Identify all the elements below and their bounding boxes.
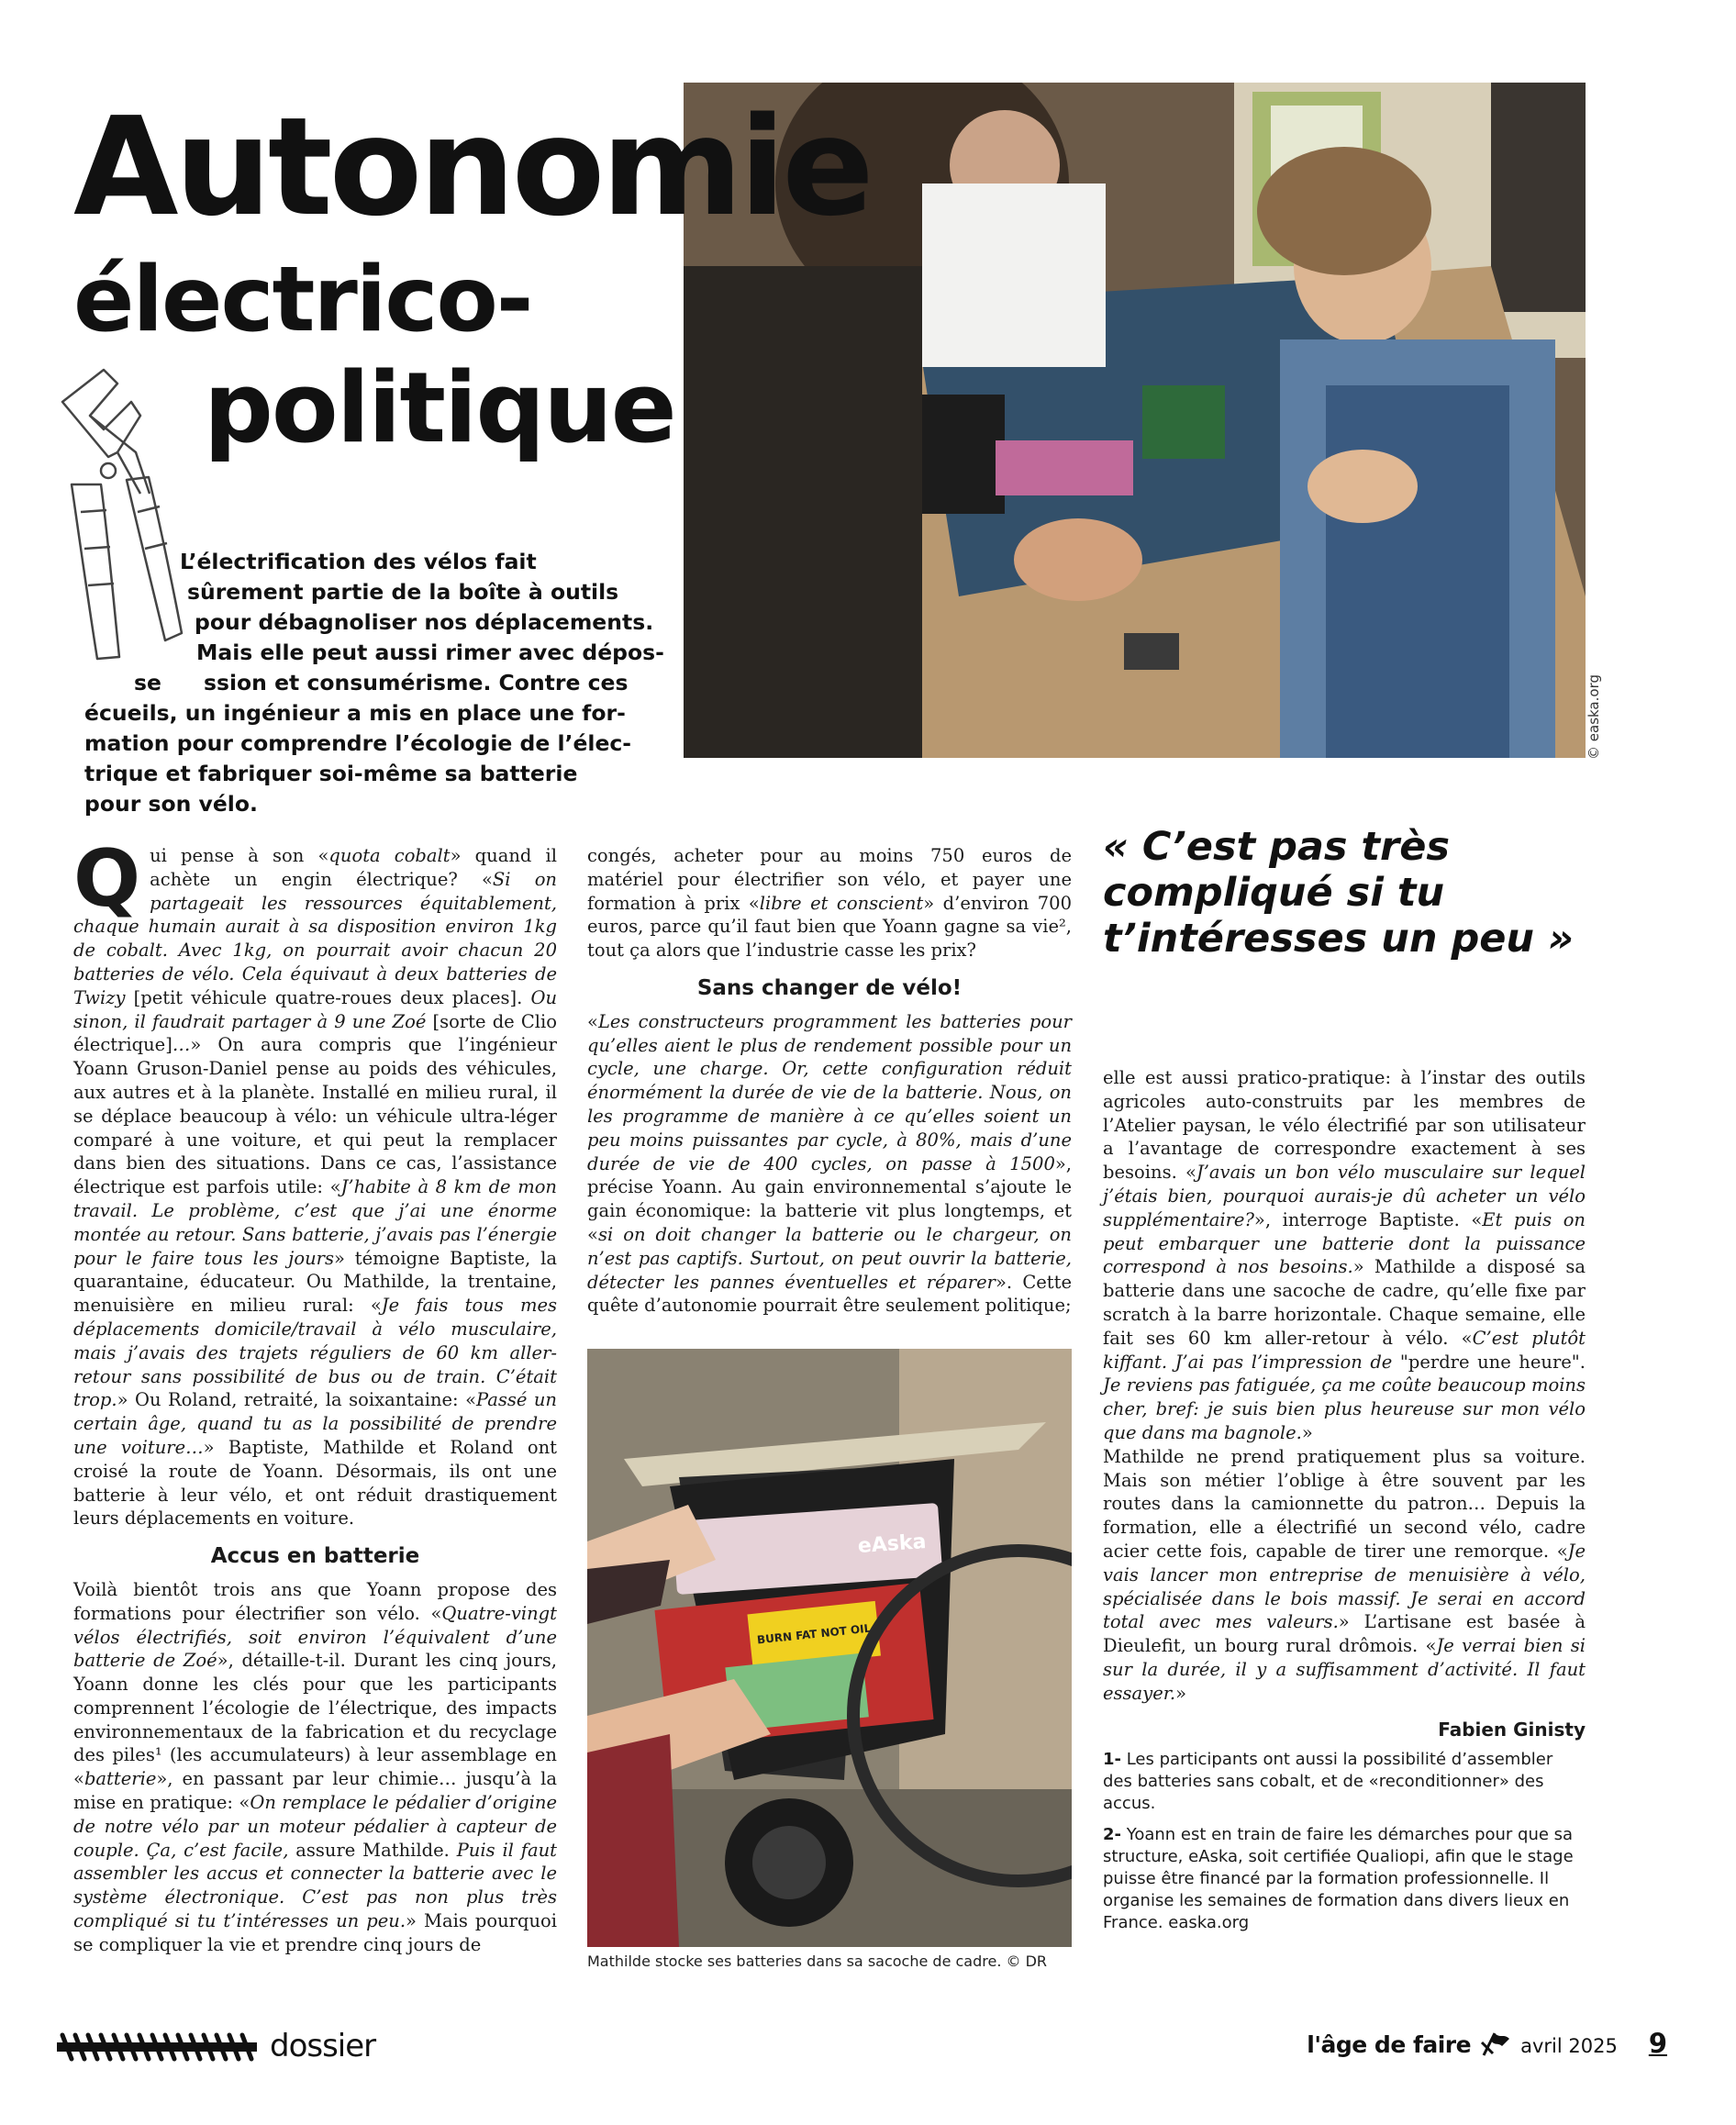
title-line-3: politique xyxy=(204,351,675,464)
quote-text: Ou sinon, il faudrait partager à 9 une Zoé xyxy=(73,986,557,1032)
body-text: elle est aussi pratico-pratique: à l’instar des outils agricoles auto-construits par les membres de l’Atelier paysan, le vélo électrifié par son utilisateur a l’avantage de correspondre exactement à ses besoins. « xyxy=(1103,1067,1586,1184)
quote-text: si on doit changer la batterie ou le chargeur, on n’est pas captifs. Surtout, on peut ouvrir la batterie, détecter les pannes éventuelles et réparer xyxy=(587,1223,1072,1293)
paragraph-text xyxy=(1103,1446,1586,1704)
chapo-line: L’électrification des vélos fait xyxy=(180,549,537,574)
footer-section-label: dossier xyxy=(270,2028,376,2064)
body-text: [petit véhicule quatre-roues deux places]. xyxy=(125,986,531,1008)
article-column-2 xyxy=(587,844,1072,1318)
chapo-line: pour débagnoliser nos déplacements. xyxy=(195,609,654,635)
chapo-line: trique et fabriquer soi-même sa batterie xyxy=(84,761,578,786)
quote-text: Les constructeurs programment les batteries pour qu’elles aient le plus de rendement possible pour un cycle, une charge. Or, cette configuration réduit énormément la durée de vie de la batterie. Nous, on les programme de manière à ce qu’elles soient un peu moins puissantes par cycle, à 80%, mais d’une durée de vie de 400 cycles, on passe à 1500 xyxy=(587,1010,1072,1174)
quote-text: quota cobalt xyxy=(328,845,451,866)
paragraph xyxy=(73,1578,557,1957)
quote-text: Je vais lancer mon entreprise de menuisière à vélo, spécialisée dans le bois massif. Je serai en accord total avec mes valeurs. xyxy=(1103,1540,1586,1633)
body-text: "perdre une heure". xyxy=(1392,1351,1586,1373)
footer-publication xyxy=(1307,2028,1667,2059)
paragraph xyxy=(587,1010,1072,1318)
paragraph xyxy=(73,833,558,1530)
rope-ornament-icon xyxy=(57,2028,257,2064)
body-text: » On aura compris que l’ingénieur Yoann Gruson-Daniel pense au poids des véhicules, aux autres et à la planète. Installé en milieu rural, il se déplace beaucoup à vélo: un véhicule ultra-léger comparé à une voiture, et qui peut la remplacer dans bien des situations. Dans ce cas, l’assistance électrique est parfois utile: « xyxy=(73,1034,557,1198)
quote-text: Et puis on peut embarquer une batterie dont la puissance correspond à nos besoins. xyxy=(1103,1208,1586,1278)
quote-text: On remplace le pédalier d’origine de notre vélo par un moteur pédalier à capteur de couple. Ça, c’est facile, xyxy=(73,1792,557,1861)
photo-caption: Mathilde stocke ses batteries dans sa sacoche de cadre. © DR xyxy=(587,1953,1048,1970)
body-text: » Mais pourquoi se compliquer la vie et prendre cinq jours de xyxy=(73,1910,557,1955)
quote-text: C’est plutôt kiffant. J’ai pas l’impression de xyxy=(1103,1327,1586,1373)
issue-date: avril 2025 xyxy=(1520,2035,1618,2057)
body-text: assure Mathilde. xyxy=(288,1839,457,1861)
quote-text: batterie xyxy=(83,1768,157,1790)
paragraph xyxy=(587,844,1072,962)
photo-credit: © easka.org xyxy=(1586,674,1602,760)
paragraph xyxy=(1103,1445,1586,1706)
footnote: 1- Les participants ont aussi la possibilité d’assembler des batteries sans cobalt, et de «reconditionner» des accus. xyxy=(1103,1750,1553,1813)
quote-text: Quatre-vingt vélos électrifiés, soit environ l’équivalent d’une batterie de Zoé xyxy=(73,1602,557,1672)
quote-text: Si on partageait les ressources équitablement, chaque humain aurait à sa disposition environ 1kg de cobalt. Avec 1kg, on pourrait avoir chacun 20 batteries de vélo. Cela équivaut à deux batteries de Twizy xyxy=(73,868,557,1008)
footer-section xyxy=(57,2026,375,2066)
body-text: Mathilde ne prend pratiquement plus sa voiture. Mais son métier l’oblige à être souvent par les routes dans la camionnette du patron… Depuis la formation, elle a électrifié un second vélo, cadre acier cette fois, capable de tirer une remorque. « xyxy=(1103,1445,1586,1562)
quote-text: J’avais un bon vélo musculaire sur lequel j’étais bien, pourquoi aurais-je dû acheter un vélo supplémentaire? xyxy=(1103,1162,1586,1230)
publication-name: l'âge de faire xyxy=(1307,2031,1472,2058)
body-text: », détaille-t-il. Durant les cinq jours, Yoann donne les clés pour que les participants comprennent l’écologie de l’électrique, des impacts environnementaux de la fabrication et du recyclage des piles¹ (les accumulateurs) à leur assemblage en « xyxy=(73,1650,557,1790)
quote-text: J’habite à 8 km de mon travail. Le problème, c’est que j’ai une énorme montée au retour. Sans batterie, j’avais pas l’énergie pour le faire tous les jours xyxy=(73,1176,557,1269)
body-text: » L’artisane est basée à Dieulefit, un bourg rural drômois. « xyxy=(1103,1611,1586,1657)
chapo-line: Mais elle peut aussi rimer avec dépos- xyxy=(196,640,664,665)
quote-text: Je verrai bien si sur la durée, il y a suffisamment d’activité. Il faut essayer. xyxy=(1103,1635,1586,1704)
quote-text: Puis il faut assembler les accus et connecter la batterie avec le système électronique. C’est pas non plus très compliqué si tu t’intéresses un peu. xyxy=(73,1839,557,1932)
body-text: » Mathilde a disposé sa batterie dans une sacoche de cadre, qu’elle fixe par scratch à la barre horizontale. Chaque semaine, elle fait ses 60 km aller-retour à vélo. « xyxy=(1103,1256,1586,1349)
pliers-illustration xyxy=(53,365,191,668)
drop-cap: Q xyxy=(73,833,141,925)
subheading-accus: Accus en batterie xyxy=(210,1544,420,1569)
body-text: congés, acheter pour au moins 750 euros de matériel pour électrifier son vélo, et payer une formation à prix « xyxy=(587,845,1072,914)
quote-text: … xyxy=(172,1034,191,1056)
body-text: Voilà bientôt trois ans que Yoann propose des formations pour électrifier son vélo. « xyxy=(73,1578,557,1624)
battery-pouch-photo xyxy=(587,1349,1072,1947)
author-signature: Fabien Ginisty xyxy=(1438,1718,1586,1741)
quote-text: Je reviens pas fatiguée, ça me coûte beaucoup moins cher, bref: je suis bien plus heureuse sur mon vélo que dans ma bagnole. xyxy=(1103,1374,1586,1443)
chapo-line: pour son vélo. xyxy=(84,791,258,817)
body-text: » xyxy=(1301,1421,1313,1443)
body-text: », précise Yoann. Au gain environnemental s’ajoute le gain économique: la batterie vit plus longtemps, et « xyxy=(587,1152,1072,1245)
chapo-line: mation pour comprendre l’écologie de l’élec- xyxy=(84,730,632,756)
footnotes xyxy=(1103,1749,1580,1943)
chapo-line: sûrement partie de la boîte à outils xyxy=(187,579,619,605)
article-column-1 xyxy=(73,833,558,1957)
body-text: « xyxy=(587,1010,598,1032)
chapo-line: se xyxy=(134,670,161,695)
body-text: » Ou Roland, retraité, la soixantaine: « xyxy=(117,1389,476,1411)
footnote: 2- Yoann est en train de faire les démarches pour que sa structure, eAska, soit certifiée Qualiopi, afin que le stage puisse être financé par la formation professionnelle. Il organise les semaines de formation dans divers lieux en France. easka.org xyxy=(1103,1825,1574,1932)
body-text: ui pense à son « xyxy=(150,845,329,866)
paragraph-text xyxy=(73,833,558,1530)
paragraph-text xyxy=(73,1579,557,1955)
quote-text: Je fais tous mes déplacements domicile/travail à vélo musculaire, mais j’avais des trajets réguliers de 60 km aller-retour sans possibilité de bus ou de train. C’était trop. xyxy=(73,1295,557,1411)
body-text: [sorte de Clio électrique] xyxy=(73,1010,557,1056)
page-number: 9 xyxy=(1648,2028,1667,2059)
body-text: » témoigne Baptiste, la quarantaine, éducateur. Ou Mathilde, la trentaine, menuisière en milieu rural: « xyxy=(73,1247,558,1317)
quote-text: Passé un certain âge, quand tu as la possibilité de prendre une voiture… xyxy=(73,1389,557,1458)
paragraph-text xyxy=(1103,1067,1586,1443)
body-text: » quand il achète un engin électrique? « xyxy=(150,845,557,890)
flag-logo-icon xyxy=(1480,2030,1511,2057)
pull-quote: « C’est pas très compliqué si tu t’intéresses un peu » xyxy=(1103,824,1574,962)
body-text: » d’environ 700 euros, parce qu’il faut bien que Yoann gagne sa vie², tout ça alors que l’industrie casse les prix? xyxy=(587,892,1072,962)
paragraph-text xyxy=(587,1011,1072,1317)
paragraph xyxy=(1103,1066,1586,1445)
body-text: » xyxy=(1175,1682,1187,1704)
chapo-line: écueils, un ingénieur a mis en place une for- xyxy=(84,700,626,726)
photo-battery-label: eAska xyxy=(857,1530,928,1559)
title-line-2: électrico- xyxy=(73,248,532,352)
paragraph-text xyxy=(587,845,1072,961)
subheading-sans-changer: Sans changer de vélo! xyxy=(696,975,963,1000)
photo-pouch-label: BURN FAT NOT OIL xyxy=(756,1621,872,1647)
article-column-3 xyxy=(1103,1066,1586,1741)
body-text: », interroge Baptiste. « xyxy=(1253,1208,1483,1230)
body-text: ». Cette quête d’autonomie pourrait être seulement politique; xyxy=(587,1271,1072,1317)
title-line-1: Autonomie xyxy=(73,88,871,246)
body-text: », en passant par leur chimie… jusqu’à la mise en pratique: « xyxy=(73,1768,557,1814)
body-text: » Baptiste, Mathilde et Roland ont croisé la route de Yoann. Désormais, ils ont une batterie à leur vélo, et ont réduit drastiquement leurs déplacements en voiture. xyxy=(73,1436,557,1530)
quote-text: libre et conscient xyxy=(759,892,924,914)
chapo-line: ssion et consumérisme. Contre ces xyxy=(204,670,629,695)
